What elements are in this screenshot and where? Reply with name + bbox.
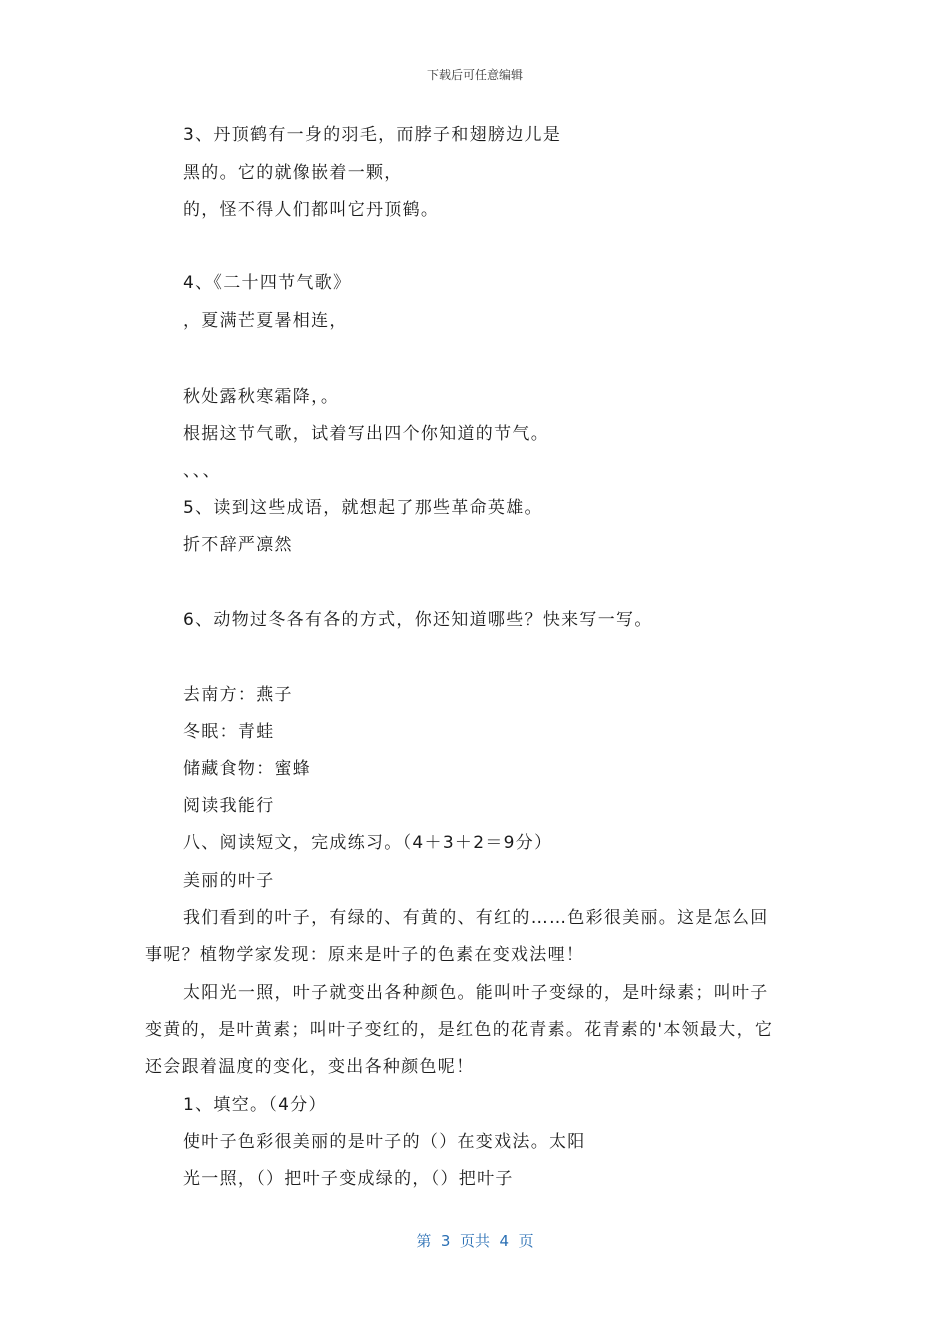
text-line-25: 光一照，（）把叶子变成绿的，（）把叶子: [183, 1169, 514, 1189]
text-line-23: 1、填空。（4分）: [183, 1095, 327, 1115]
page-header: 下载后可任意编辑: [426, 68, 523, 82]
text-line-14: 储藏食物：蜜蜂: [183, 759, 312, 779]
text-line-7: 根据这节气歌，试着写出四个你知道的节气。: [183, 424, 549, 444]
text-line-10: 折不辞严凛然: [183, 535, 293, 555]
text-line-24: 使叶子色彩很美丽的是叶子的（）在变戏法。太阳: [183, 1132, 586, 1152]
text-line-6: 秋处露秋寒霜降，。: [183, 387, 340, 407]
text-line-19: 事呢？植物学家发现：原来是叶子的色素在变戏法哩！: [145, 945, 585, 965]
text-line-21: 变黄的，是叶黄素；叫叶子变红的，是红色的花青素。花青素的'本领最大，它: [145, 1020, 774, 1040]
text-line-15: 阅读我能行: [183, 796, 275, 816]
text-line-1: 3、丹顶鹤有一身的羽毛，而脖子和翅膀边儿是: [183, 125, 562, 145]
text-line-18: 我们看到的叶子，有绿的、有黄的、有红的……色彩很美丽。这是怎么回: [183, 908, 769, 928]
text-line-20: 太阳光一照，叶子就变出各种颜色。能叫叶子变绿的，是叶绿素；叫叶子: [183, 983, 769, 1003]
page-footer: 第 3 页共 4 页: [416, 1232, 534, 1250]
text-line-3: 的，怪不得人们都叫它丹顶鹤。: [183, 200, 440, 220]
text-line-8: 、、、: [183, 461, 221, 481]
text-line-5: ，夏满芒夏暑相连，: [183, 311, 348, 331]
text-line-2: 黑的。它的就像嵌着一颗，: [183, 163, 403, 183]
text-line-13: 冬眠：青蛙: [183, 722, 275, 742]
text-line-16: 八、阅读短文，完成练习。（4＋3＋2＝9分）: [183, 833, 553, 853]
text-line-17: 美丽的叶子: [183, 871, 275, 891]
text-line-4: 4、《二十四节气歌》: [183, 273, 352, 293]
text-line-22: 还会跟着温度的变化，变出各种颜色呢！: [145, 1057, 475, 1077]
text-line-12: 去南方：燕子: [183, 685, 293, 705]
text-line-9: 5、读到这些成语，就想起了那些革命英雄。: [183, 498, 543, 518]
text-line-11: 6、动物过冬各有各的方式，你还知道哪些？快来写一写。: [183, 610, 653, 630]
